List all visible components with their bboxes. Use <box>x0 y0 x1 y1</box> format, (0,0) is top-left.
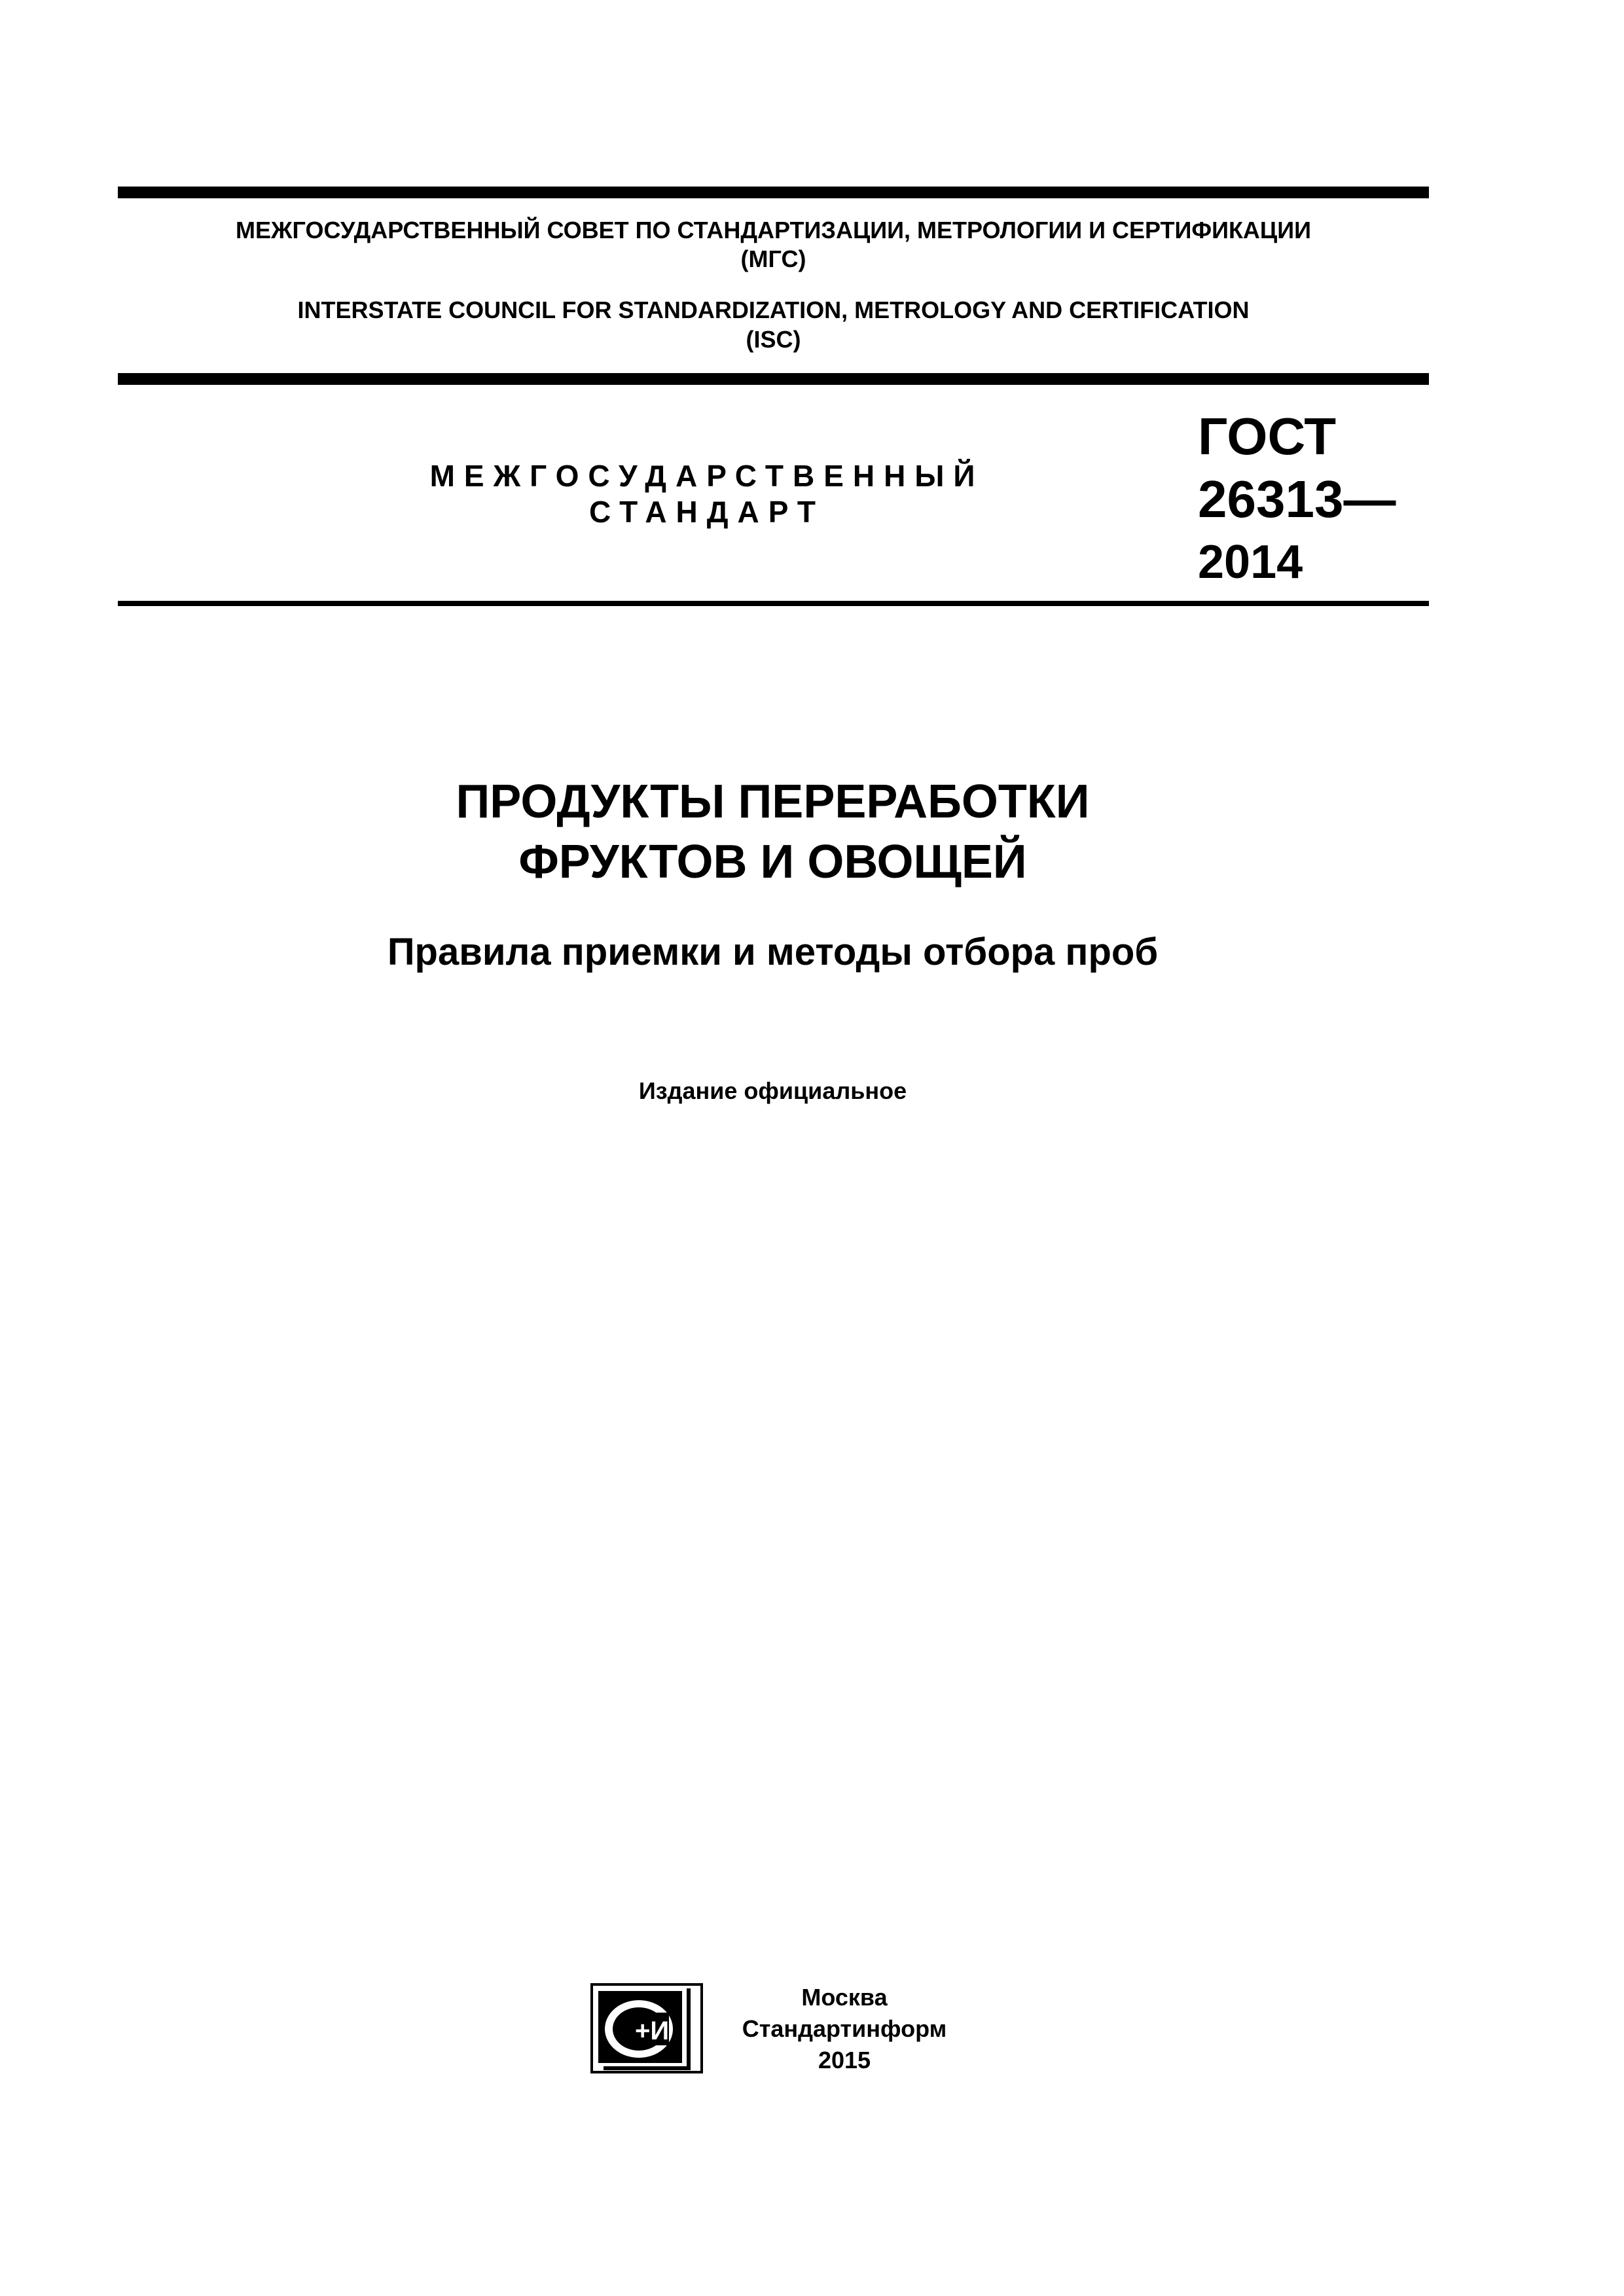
council-name-en: INTERSTATE COUNCIL FOR STANDARDIZATION, METROLOGY AND CERTIFICATION <box>297 296 1250 323</box>
publisher-city: Москва <box>801 1984 888 2011</box>
document-subtitle: Правила приемки и методы отбора проб <box>387 931 1159 973</box>
document-title-line1: ПРОДУКТЫ ПЕРЕРАБОТКИ <box>456 776 1090 828</box>
svg-text:+И: +И <box>635 2017 670 2045</box>
standard-type-line2: СТАНДАРТ <box>589 495 825 529</box>
standard-bottom-rule <box>118 601 1429 606</box>
standard-type-line1: МЕЖГОСУДАРСТВЕННЫЙ <box>429 459 984 493</box>
council-abbr-ru: (МГС) <box>740 245 806 272</box>
gost-year: 2014 <box>1198 536 1303 588</box>
document-title-line2: ФРУКТОВ И ОВОЩЕЙ <box>518 836 1027 888</box>
gost-number: 26313— <box>1198 470 1396 528</box>
publisher-year: 2015 <box>818 2047 871 2073</box>
edition-note: Издание официальное <box>638 1077 907 1104</box>
council-abbr-en: (ISC) <box>746 326 801 353</box>
council-name-ru: МЕЖГОСУДАРСТВЕННЫЙ СОВЕТ ПО СТАНДАРТИЗАЦИИ, МЕТРОЛОГИИ И СЕРТИФИКАЦИИ <box>236 217 1311 243</box>
top-rule <box>118 187 1429 198</box>
gost-label: ГОСТ <box>1198 407 1337 465</box>
standartinform-logo-icon <box>590 1983 703 2073</box>
publisher-name: Стандартинформ <box>742 2015 947 2042</box>
header-bottom-rule <box>118 373 1429 385</box>
